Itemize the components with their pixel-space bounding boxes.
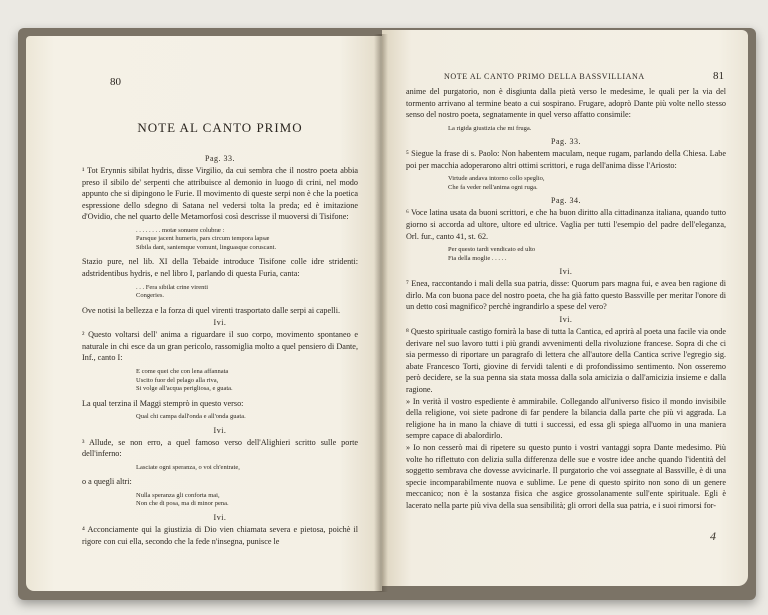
page-title: NOTE AL CANTO PRIMO xyxy=(137,120,303,135)
left-page-text xyxy=(26,36,382,547)
note-ref: Ivi. xyxy=(213,425,227,435)
note-paragraph: ⁵ Siegue la frase di s. Paolo: Non habentem maculam, neque rugam, parlando della Chiesa. Labe poi per macchia adoperarono altri ottimi scrittori, e ruga dell'anima disse l'Ariosto: xyxy=(406,149,726,170)
note-paragraph: ⁶ Voce latina usata da buoni scrittori, e che ha buon diritto alla cittadinanza italiana, quando tutto giorno si accorda ad ultore, ultore ed ultrice. Vaglia per tutti l'esempio del padre dell'eleganza, Orl. fur., canto 41, st. 62. xyxy=(406,208,726,241)
note-ref: Pag. 34. xyxy=(551,196,581,206)
right-page-text xyxy=(382,30,748,512)
book-gutter xyxy=(374,34,388,592)
note-paragraph: ¹ Tot Erynnis sibilat hydris, disse Virgilio, da cui sembra che il nostro poeta abbia preso il sibilo de' serpenti che attribuisce al demonio in luogo di crini, nel modo appunto che si dipingono le Furie. Il movimento di queste serpi non è che la poetica espressione dello sdegno di Satana nel vedersi tolta la preda; ed è imitazione d'Ovidio, che nel quarto delle Metamorfosi così descrisse il muoversi di Tisifone: xyxy=(82,166,358,222)
verse-quote: . . . . . . . . motæ sonuere colubræ : Parsque jacent humeris, pars circum tempora lapsæ Sibila dant, saniemque vomunt, linguasque coruscant. xyxy=(136,226,277,251)
left-page xyxy=(26,36,382,591)
note-paragraph: ⁴ Acconciamente qui la giustizia di Dio vien chiamata severa e pietosa, poichè il rigore con cui ella, secondo che la fede n'insegna, punisce le xyxy=(82,524,358,546)
page-number-left: 80 xyxy=(110,76,121,88)
note-paragraph: ² Questo voltarsi dell' anima a riguardare il suo corpo, movimento spontaneo e naturale in chi esce da un gran pericolo, rassomiglia molto a quel pensiero di Dante, Inf., canto I: xyxy=(82,330,358,363)
verse-quote: Per questo tardi vendicato ed ulto Fia della moglie . . . . . xyxy=(448,246,536,262)
note-ref: Ivi. xyxy=(213,318,227,328)
verse-quote: E come quei che con lena affannata Uscito fuor del pelago alla riva, Si volge all'acqua perigliosa, e guata. xyxy=(136,368,233,393)
note-paragraph: ³ Allude, se non erro, a quel famoso verso dell'Alighieri scritto sulle porte dell'inferno: xyxy=(82,437,358,459)
note-paragraph: o a quegli altri: xyxy=(82,477,132,487)
verse-quote: . . . Fera sibilat crine virenti Congeries. xyxy=(136,283,209,300)
verse-quote: Virtude andava intorno collo speglio, Che fa veder nell'anima ogni ruga. xyxy=(448,175,545,191)
note-paragraph: Stazio pure, nel lib. XI della Tebaide introduce Tisifone colle idre stridenti: adstridentibus hydris, e nel libro I, parlando di questa Furia, canta: xyxy=(82,257,358,279)
verse-quote: La rigida giustizia che mi fruga. xyxy=(448,124,532,132)
verse-quote: Nulla speranza gli conforta mai, Non che di posa, ma di minor pena. xyxy=(136,491,229,508)
note-paragraph: anime del purgatorio, non è disgiunta dalla pietà verso le medesime, le quali per la via del tormento arrivano al termine beato a cui sospirano. Frugare, adoprò Dante più volte nello stesso senso del nostro poeta, segnatamente in quel verso affatto consimile: xyxy=(406,87,726,120)
note-paragraph: Ove notisi la bellezza e la forza di quel virenti trasportato dalle serpi ai capelli. xyxy=(82,305,341,315)
right-page xyxy=(382,30,748,586)
verse-quote: Qual chi campa dall'onda e all'onda guata. xyxy=(136,413,246,421)
note-paragraph: ⁸ Questo spirituale castigo fornirà la base di tutta la Cantica, ed aprirà al poeta una facile via onde derivare nel suo lavoro tutti i più grandi avvenimenti della rivoluzione francese. Sopra di che ci sia permesso di riportare un paragrafo di lettera che all'autore della Cantica scrive l'egregio sig. abate Francesco Torti, giovine di fervidi talenti e di profondissimo sentimento. Non osseremo però decidere, se la sua penna sia stata mossa dalla sola amicizia o dall'amicizia insieme e dalla ragione. xyxy=(406,327,726,394)
verse-quote: Lasciate ogni speranza, o voi ch'entrate, xyxy=(136,463,240,471)
note-ref: Ivi. xyxy=(559,315,573,325)
note-ref: Pag. 33. xyxy=(551,137,581,147)
note-ref: Ivi. xyxy=(213,512,227,522)
note-paragraph: ⁷ Enea, raccontando i mali della sua patria, disse: Quorum pars magna fui, e avea ben ragione di dirlo. Ma con buona pace del nostro poeta, che ha già fatto questo Bassville per meritar l'onore di un detto così magnifico? perchè ingrandirlo a spese del vero? xyxy=(406,279,726,312)
page-number-right: 81 xyxy=(713,70,724,82)
running-head: NOTE AL CANTO PRIMO DELLA BASSVILLIANA xyxy=(444,72,645,81)
note-paragraph: » Io non cesserò mai di ripetere su questo punto i vostri vantaggi sopra Dante medesimo. Più volte ho riflettuto con delizia sulla differenza delle sue e vostre idee anche quando l'identità del soggetto sembrava che dovesse avvicinarle. Il purgatorio che voi assegnate al Bassville, è di una specie incomparabilmente nuova e sublime. Le pene di questo spirito non sono di un genere meccanico; non è la sostanza fisica che asgice grossolanamente sull'ente spirituale. Egli è lacerato nella parte più viva della sua sensibilità; gli orrori della sua patria, e i suoi rimorsi for- xyxy=(406,442,726,510)
note-paragraph: La qual terzina il Maggi stemprò in questo verso: xyxy=(82,398,244,408)
signature-mark: 4 xyxy=(710,529,716,543)
note-ref: Pag. 33. xyxy=(205,154,235,163)
note-paragraph: » In verità il vostro espediente è ammirabile. Collegando all'universo fisico il mondo invisibile della religione, voi siete padrone di far pendere la bilancia dalla parte che più vi aggrada. La religione ha in mano la chiave di tutti i successi, ed essa gli spiega all'uomo in una maniera sempre capace di abalordirlo. xyxy=(406,396,726,441)
note-ref: Ivi. xyxy=(559,267,573,277)
